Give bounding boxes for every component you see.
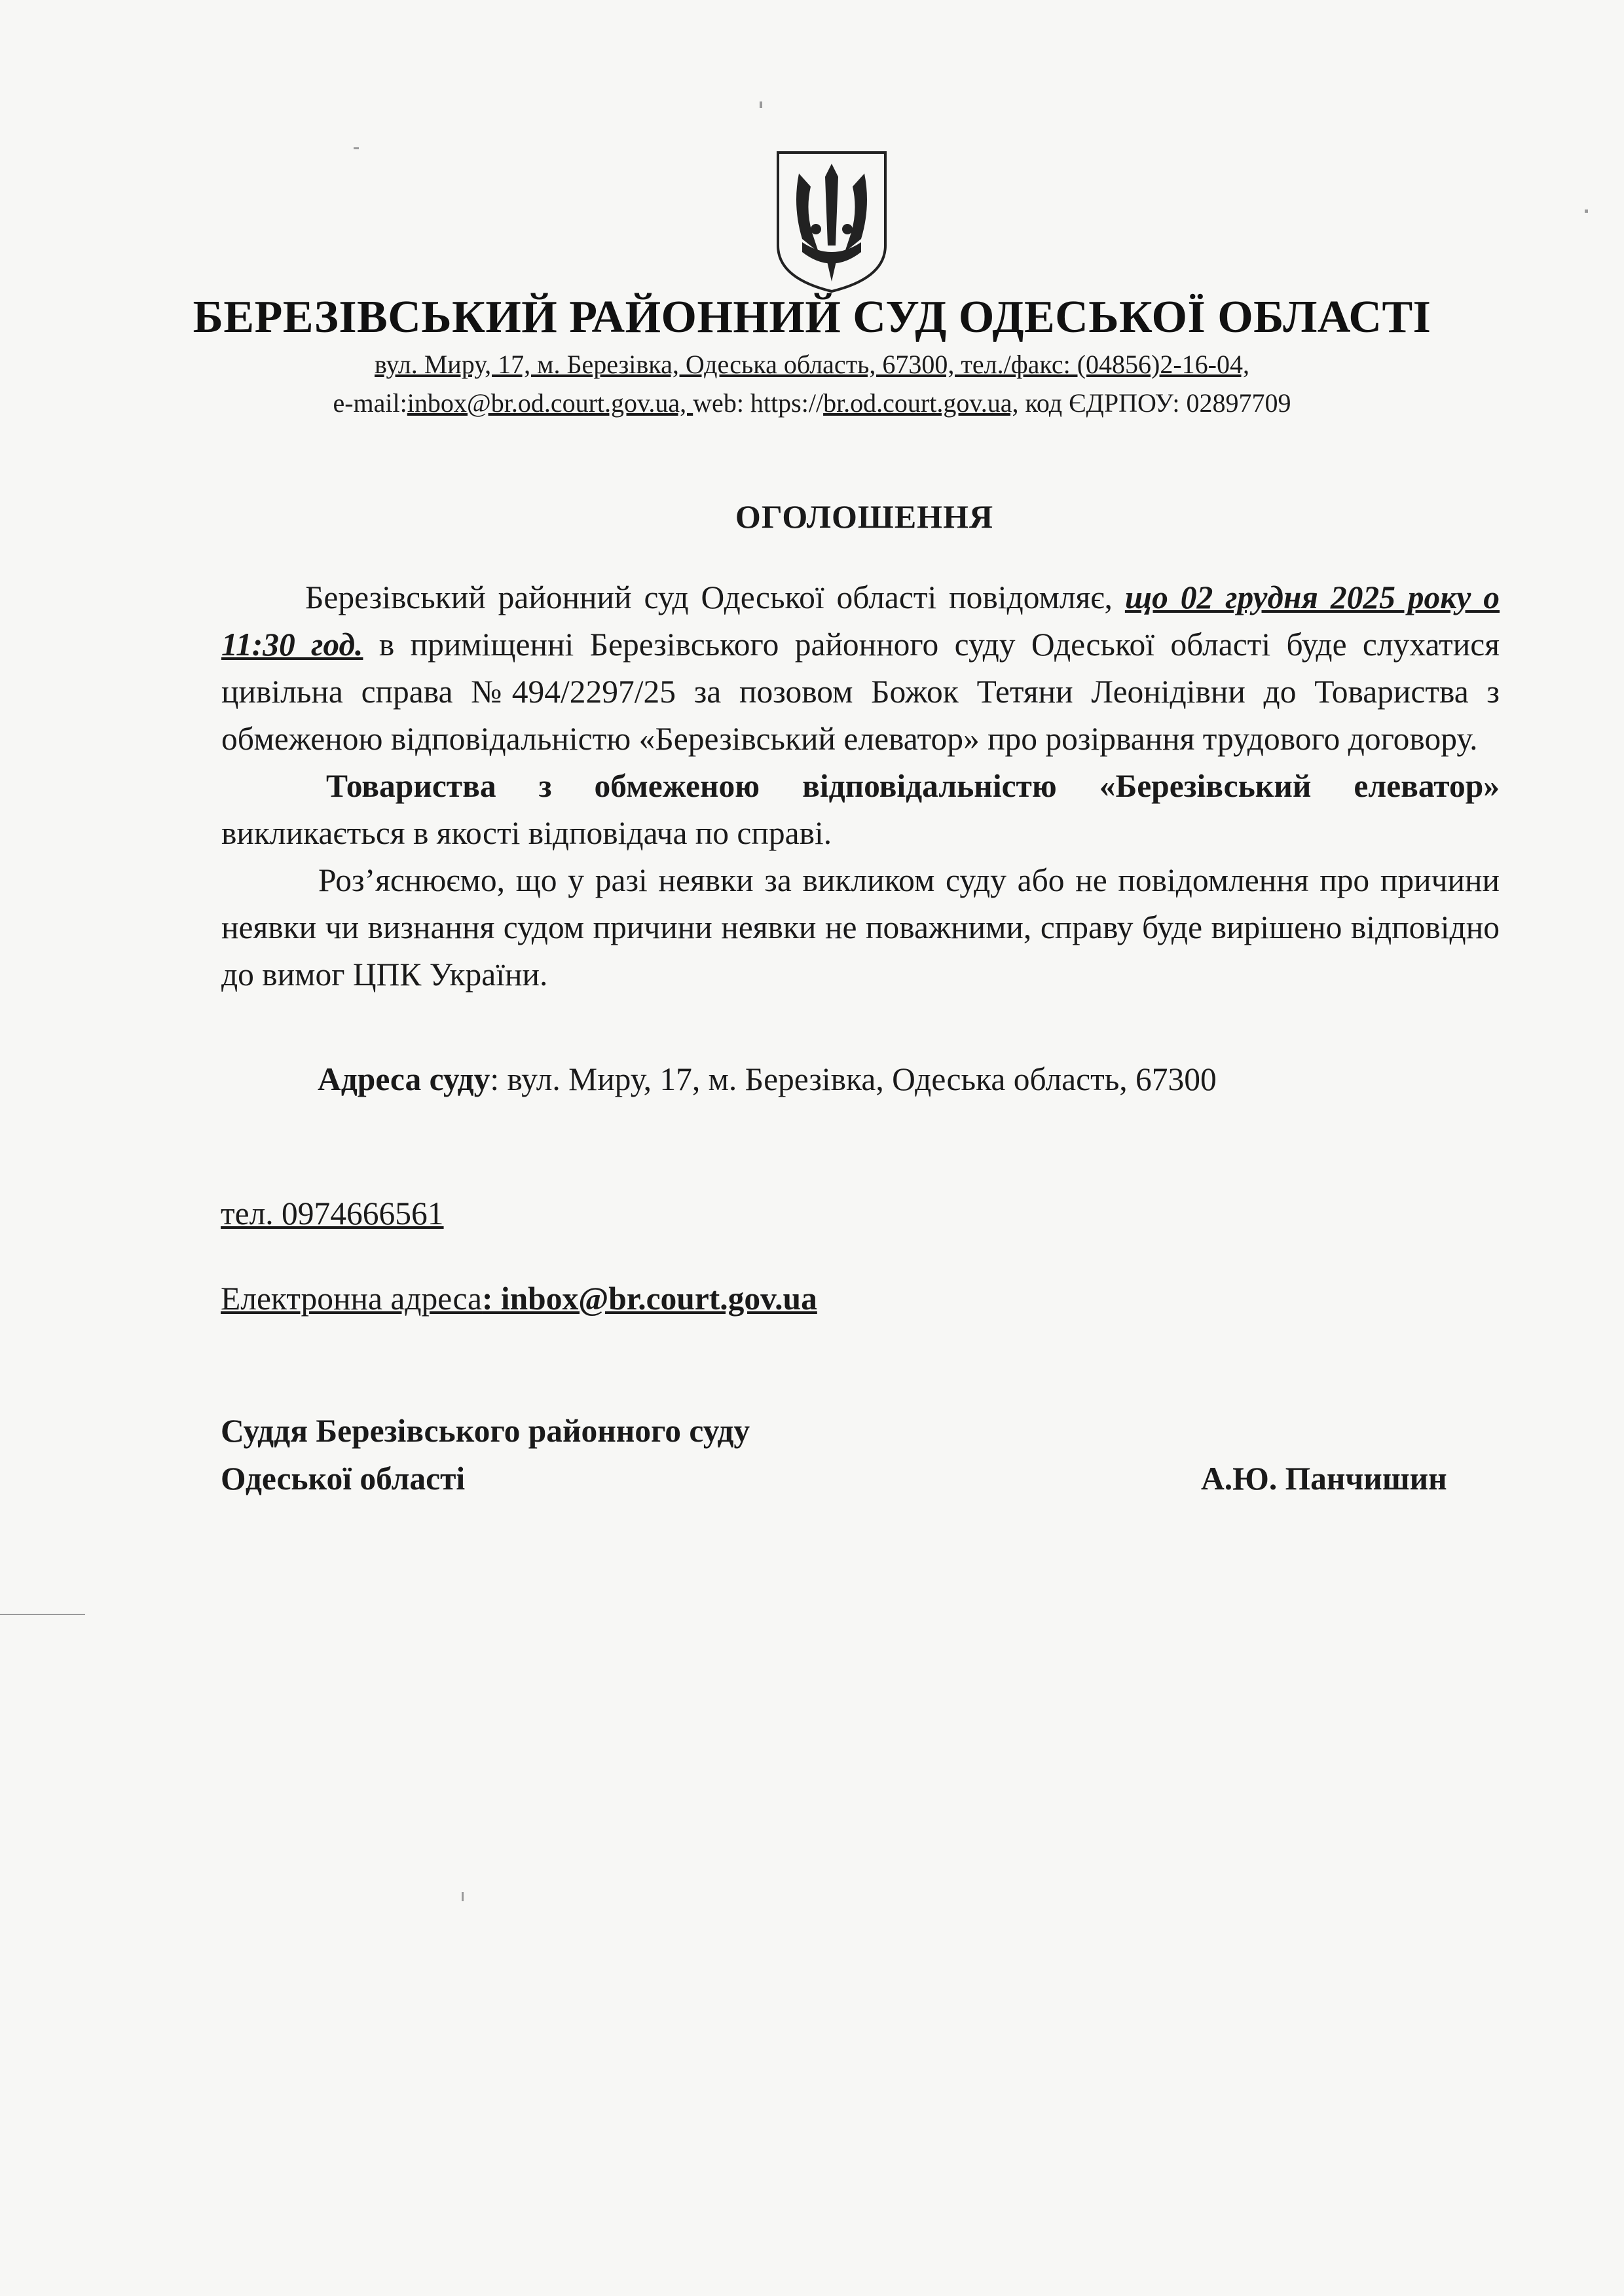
email-label: Електронна адреса [221, 1281, 483, 1317]
notice-paragraph-2 [221, 763, 1500, 857]
notice-paragraph-3: Роз’яснюємо, що у разі неявки за викликом суду або не повідомлення про причини неявки чи визнання судом причини неявки не поважними, справу буде вирішено відповідно до вимог ЦПК України. [221, 862, 1500, 993]
scan-speck [354, 147, 359, 149]
scan-speck [760, 101, 762, 108]
phone-number: тел. 0974666561 [221, 1195, 444, 1231]
scan-speck [1585, 210, 1588, 213]
court-address-block [318, 1061, 1217, 1098]
email-value[interactable]: : inbox@br.court.gov.ua [482, 1281, 817, 1317]
contact-email [221, 1280, 817, 1317]
court-name: БЕРЕЗІВСЬКИЙ РАЙОННИЙ СУД ОДЕСЬКОЇ ОБЛАСТІ [193, 292, 1431, 342]
defendant-name: Товариства з обмеженою відповідальністю «Березівський елеватор» [326, 768, 1500, 804]
scan-speck [0, 1614, 85, 1615]
email-prefix: e-mail: [333, 388, 407, 418]
p2-rest: викликається в якості відповідача по справі. [221, 815, 832, 851]
signature-title-line-2: Одеської області [221, 1461, 466, 1497]
notice-body [221, 574, 1500, 998]
p1-rest: в приміщенні Березівського районного суду Одеської області буде слухатися цивільна справа №494/2297/25 за позовом Божок Тетяни Леонідівни до Товариства з обмеженою відповідальністю «Березівський елеватор» про розірвання трудового договору. [221, 627, 1500, 757]
court-contacts-line [0, 388, 1624, 418]
web-prefix: web: https:// [693, 388, 824, 418]
court-address: вул. Миру, 17, м. Березівка, Одеська область, 67300, тел./факс: (04856)2-16-04, [375, 350, 1249, 379]
scan-speck [462, 1892, 464, 1901]
court-address-line [0, 349, 1624, 380]
edrpou-code: код ЄДРПОУ: 02897709 [1018, 388, 1291, 418]
court-email-link[interactable]: inbox@br.od.court.gov.ua, [407, 388, 693, 418]
hearing-date: що 02 грудня 2025 року о 11:30 год. [221, 579, 1500, 663]
address-label: Адреса суду [318, 1061, 490, 1097]
signature-title-line-1: Суддя Березівського районного суду [221, 1413, 750, 1449]
notice-paragraph-1 [221, 574, 1500, 763]
notice-title: ОГОЛОШЕННЯ [735, 498, 994, 535]
court-web-link[interactable]: br.od.court.gov.ua, [823, 388, 1019, 418]
trident-coat-of-arms-icon [773, 147, 891, 295]
address-value: : вул. Миру, 17, м. Березівка, Одеська область, 67300 [490, 1061, 1217, 1097]
signer-name: А.Ю. Панчишин [1201, 1461, 1447, 1497]
p1-intro: Березівський районний суд Одеської області повідомляє, [305, 579, 1125, 615]
